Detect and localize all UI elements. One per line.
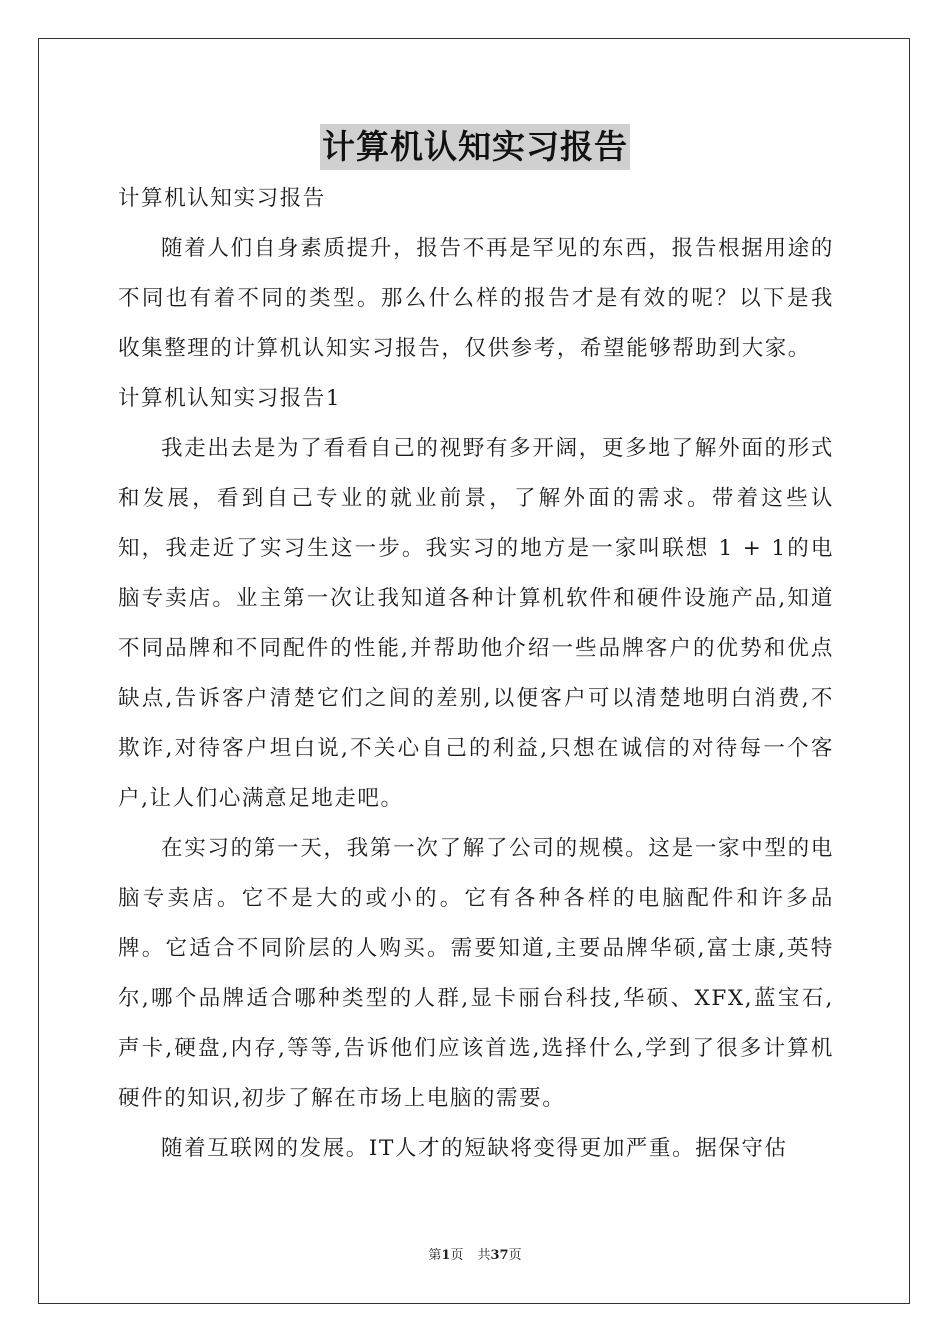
total-suffix: 页 — [508, 1248, 522, 1263]
document-body — [118, 174, 834, 1174]
title-container — [0, 124, 950, 170]
paragraph: 我走出去是为了看看自己的视野有多开阔，更多地了解外面的形式和发展，看到自己专业的就业前景，了解外面的需求。带着这些认知，我走近了实习生这一步。我实习的地方是一家叫联想 1 + 1的电脑专卖店。业主第一次让我知道各种计算机软件和硬件设施产品,知道不同品牌和不同配件的性能,并帮助他介绍一些品牌客户的优势和优点缺点,告诉客户清楚它们之间的差别,以便客户可以清楚地明白消费,不欺诈,对待客户坦白说,不关心自己的利益,只想在诚信的对待每一个客户,让人们心满意足地走吧。 — [118, 436, 834, 811]
paragraph: 在实习的第一天，我第一次了解了公司的规模。这是一家中型的电脑专卖店。它不是大的或小的。它有各种各样的电脑配件和许多品牌。它适合不同阶层的人购买。需要知道,主要品牌华硕,富士康,英特尔,哪个品牌适合哪种类型的人群,显卡丽台科技,华硕、XFX,蓝宝石,声卡,硬盘,内存,等等,告诉他们应该首选,选择什么,学到了很多计算机硬件的知识,初步了解在市场上电脑的需要。 — [118, 836, 834, 1111]
paragraph: 随着互联网的发展。IT人才的短缺将变得更加严重。据保守估 — [161, 1136, 788, 1161]
page-footer — [0, 1246, 950, 1266]
paragraph-intro: 随着人们自身素质提升，报告不再是罕见的东西，报告根据用途的不同也有着不同的类型。那么什么样的报告才是有效的呢？以下是我收集整理的计算机认知实习报告，仅供参考，希望能够帮助到大家。 — [118, 236, 834, 361]
page-number: 1 — [441, 1248, 451, 1263]
section-heading: 计算机认知实习报告 — [118, 186, 326, 211]
section-heading-1: 计算机认知实习报告1 — [118, 386, 342, 411]
page-prefix: 第 — [428, 1248, 442, 1263]
total-pages: 37 — [490, 1248, 509, 1263]
total-prefix: 共 — [477, 1248, 491, 1263]
page-suffix: 页 — [450, 1248, 464, 1263]
document-title: 计算机认知实习报告 — [320, 124, 630, 170]
